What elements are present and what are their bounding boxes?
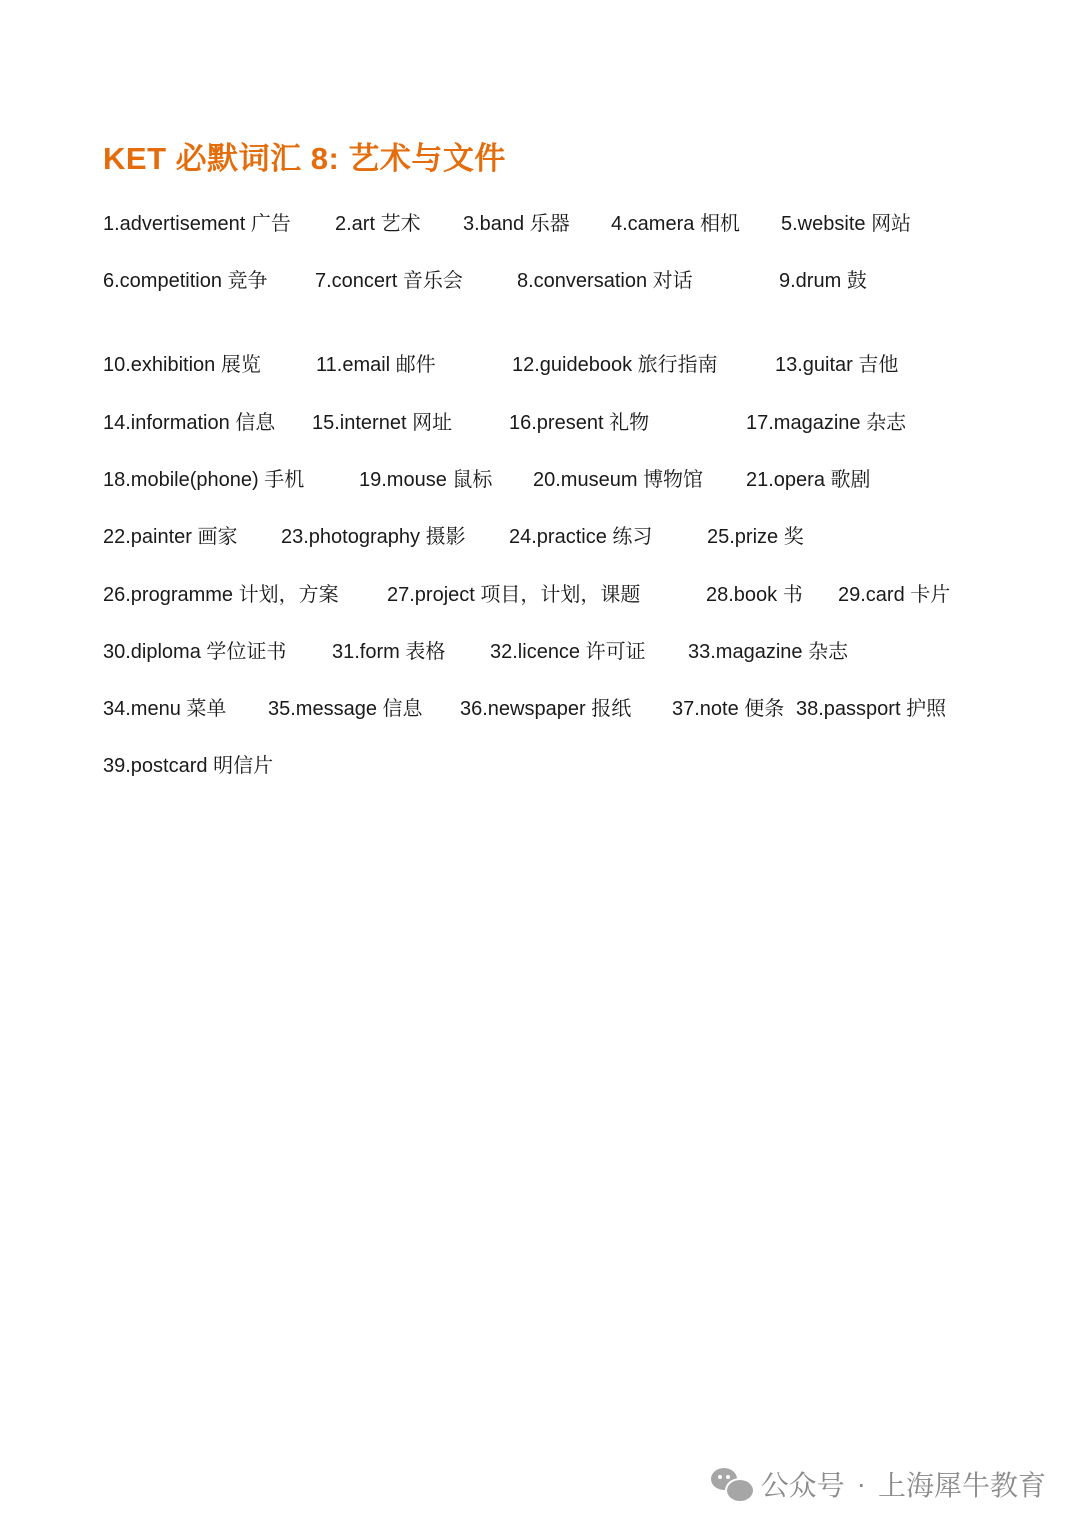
footer-account: 上海犀牛教育 bbox=[877, 1470, 1046, 1501]
vocab-english: 24.practice bbox=[509, 526, 607, 548]
vocab-english: 4.camera bbox=[611, 213, 695, 235]
vocab-item bbox=[103, 465, 304, 495]
vocab-english: 3.band bbox=[463, 213, 525, 235]
footer-watermark bbox=[711, 1462, 1046, 1506]
vocab-item bbox=[387, 580, 640, 610]
vocab-chinese: 广告 bbox=[250, 213, 291, 235]
vocab-item bbox=[359, 465, 492, 495]
wechat-icon bbox=[711, 1466, 753, 1502]
vocab-row bbox=[0, 751, 1080, 781]
vocab-row bbox=[0, 266, 1080, 296]
footer-separator: · bbox=[856, 1468, 866, 1499]
vocab-row bbox=[0, 209, 1080, 239]
vocab-chinese: 许可证 bbox=[585, 641, 646, 663]
vocab-english: 8.conversation bbox=[517, 270, 648, 292]
vocab-item bbox=[796, 694, 946, 724]
vocab-english: 7.concert bbox=[315, 270, 398, 292]
vocab-row bbox=[0, 350, 1080, 380]
vocab-chinese: 画家 bbox=[197, 526, 238, 548]
vocab-item bbox=[688, 637, 848, 667]
vocab-item bbox=[533, 465, 703, 495]
vocab-english: 35.message bbox=[268, 698, 377, 720]
vocab-english: 26.programme bbox=[103, 584, 234, 606]
vocab-item bbox=[103, 209, 291, 239]
vocab-item bbox=[509, 522, 652, 552]
vocab-english: 31.form bbox=[332, 641, 400, 663]
vocab-item bbox=[509, 408, 649, 438]
vocab-chinese: 学位证书 bbox=[206, 641, 287, 663]
vocab-english: 28.book bbox=[706, 584, 778, 606]
vocab-chinese: 相机 bbox=[699, 213, 740, 235]
vocab-chinese: 信息 bbox=[382, 698, 423, 720]
vocab-english: 10.exhibition bbox=[103, 354, 216, 376]
vocab-english: 5.website bbox=[781, 213, 866, 235]
vocab-english: 30.diploma bbox=[103, 641, 201, 663]
vocab-item bbox=[103, 522, 238, 552]
vocab-english: 33.magazine bbox=[688, 641, 803, 663]
vocab-item bbox=[315, 266, 463, 296]
vocab-item bbox=[312, 408, 452, 438]
vocab-chinese: 便条 bbox=[744, 698, 785, 720]
vocab-item bbox=[490, 637, 646, 667]
vocab-chinese: 杂志 bbox=[866, 412, 907, 434]
vocab-chinese: 鼠标 bbox=[452, 469, 493, 491]
vocab-item bbox=[611, 209, 740, 239]
vocab-item bbox=[103, 751, 273, 781]
vocab-english: 13.guitar bbox=[775, 354, 853, 376]
vocab-row bbox=[0, 580, 1080, 610]
vocab-row bbox=[0, 522, 1080, 552]
vocab-item bbox=[103, 637, 286, 667]
vocab-chinese: 杂志 bbox=[808, 641, 849, 663]
vocab-chinese: 练习 bbox=[612, 526, 653, 548]
vocab-chinese: 奖 bbox=[783, 526, 804, 548]
vocab-chinese: 计划，方案 bbox=[238, 584, 339, 606]
vocab-item bbox=[463, 209, 570, 239]
vocab-item bbox=[103, 266, 268, 296]
vocab-chinese: 音乐会 bbox=[402, 270, 463, 292]
vocab-english: 29.card bbox=[838, 584, 905, 606]
vocab-english: 25.prize bbox=[707, 526, 779, 548]
vocab-chinese: 网站 bbox=[871, 213, 912, 235]
vocab-chinese: 鼓 bbox=[846, 270, 867, 292]
vocab-chinese: 歌剧 bbox=[830, 469, 871, 491]
vocab-chinese: 艺术 bbox=[380, 213, 421, 235]
vocab-item bbox=[281, 522, 466, 552]
vocab-item bbox=[103, 694, 226, 724]
vocab-chinese: 礼物 bbox=[609, 412, 650, 434]
vocab-english: 1.advertisement bbox=[103, 213, 246, 235]
vocab-english: 23.photography bbox=[281, 526, 421, 548]
vocab-english: 36.newspaper bbox=[460, 698, 586, 720]
vocab-english: 2.art bbox=[335, 213, 376, 235]
vocab-chinese: 旅行指南 bbox=[637, 354, 718, 376]
vocab-item bbox=[779, 266, 867, 296]
vocab-english: 12.guidebook bbox=[512, 354, 633, 376]
vocab-chinese: 吉他 bbox=[858, 354, 899, 376]
vocab-item bbox=[316, 350, 436, 380]
vocab-item bbox=[512, 350, 718, 380]
vocab-chinese: 明信片 bbox=[213, 755, 274, 777]
vocab-item bbox=[103, 408, 275, 438]
vocab-chinese: 项目，计划，课题 bbox=[480, 584, 641, 606]
vocab-item bbox=[460, 694, 631, 724]
vocab-english: 19.mouse bbox=[359, 469, 447, 491]
vocab-item bbox=[335, 209, 421, 239]
vocab-english: 11.email bbox=[316, 354, 391, 376]
vocab-english: 6.competition bbox=[103, 270, 222, 292]
vocab-item bbox=[268, 694, 423, 724]
vocab-chinese: 菜单 bbox=[186, 698, 227, 720]
vocab-item bbox=[103, 580, 339, 610]
vocab-item bbox=[672, 694, 784, 724]
vocab-item bbox=[517, 266, 693, 296]
vocab-english: 16.present bbox=[509, 412, 604, 434]
vocab-chinese: 卡片 bbox=[910, 584, 951, 606]
vocab-chinese: 报纸 bbox=[591, 698, 632, 720]
vocab-chinese: 护照 bbox=[906, 698, 947, 720]
footer-label: 公众号 bbox=[760, 1470, 845, 1501]
vocab-item bbox=[706, 580, 803, 610]
vocab-item bbox=[707, 522, 804, 552]
vocab-english: 21.opera bbox=[746, 469, 825, 491]
vocab-english: 37.note bbox=[672, 698, 739, 720]
vocab-english: 32.licence bbox=[490, 641, 581, 663]
vocab-english: 9.drum bbox=[779, 270, 842, 292]
vocab-chinese: 信息 bbox=[235, 412, 276, 434]
vocab-item bbox=[332, 637, 445, 667]
vocab-english: 27.project bbox=[387, 584, 475, 606]
vocab-english: 38.passport bbox=[796, 698, 901, 720]
vocab-chinese: 竞争 bbox=[227, 270, 268, 292]
vocab-item bbox=[103, 350, 261, 380]
vocab-chinese: 对话 bbox=[652, 270, 693, 292]
vocab-english: 14.information bbox=[103, 412, 230, 434]
vocab-row bbox=[0, 408, 1080, 438]
vocab-chinese: 书 bbox=[782, 584, 803, 606]
page-title: KET 必默词汇 8: 艺术与文件 bbox=[103, 141, 506, 176]
vocab-english: 34.menu bbox=[103, 698, 181, 720]
vocab-chinese: 乐器 bbox=[529, 213, 570, 235]
vocab-english: 20.museum bbox=[533, 469, 638, 491]
vocab-chinese: 邮件 bbox=[395, 354, 436, 376]
vocab-item bbox=[781, 209, 911, 239]
vocab-chinese: 展览 bbox=[220, 354, 261, 376]
vocab-item bbox=[775, 350, 898, 380]
vocab-english: 22.painter bbox=[103, 526, 192, 548]
vocab-english: 39.postcard bbox=[103, 755, 208, 777]
vocab-english: 18.mobile(phone) bbox=[103, 469, 259, 491]
vocab-row bbox=[0, 637, 1080, 667]
vocab-chinese: 摄影 bbox=[425, 526, 466, 548]
vocab-item bbox=[746, 408, 906, 438]
vocab-item bbox=[838, 580, 950, 610]
vocab-row bbox=[0, 694, 1080, 724]
vocab-row bbox=[0, 465, 1080, 495]
vocab-chinese: 表格 bbox=[405, 641, 446, 663]
vocab-english: 17.magazine bbox=[746, 412, 861, 434]
vocab-chinese: 手机 bbox=[264, 469, 305, 491]
vocab-chinese: 网址 bbox=[412, 412, 453, 434]
vocab-chinese: 博物馆 bbox=[643, 469, 704, 491]
vocab-english: 15.internet bbox=[312, 412, 407, 434]
vocab-item bbox=[746, 465, 871, 495]
